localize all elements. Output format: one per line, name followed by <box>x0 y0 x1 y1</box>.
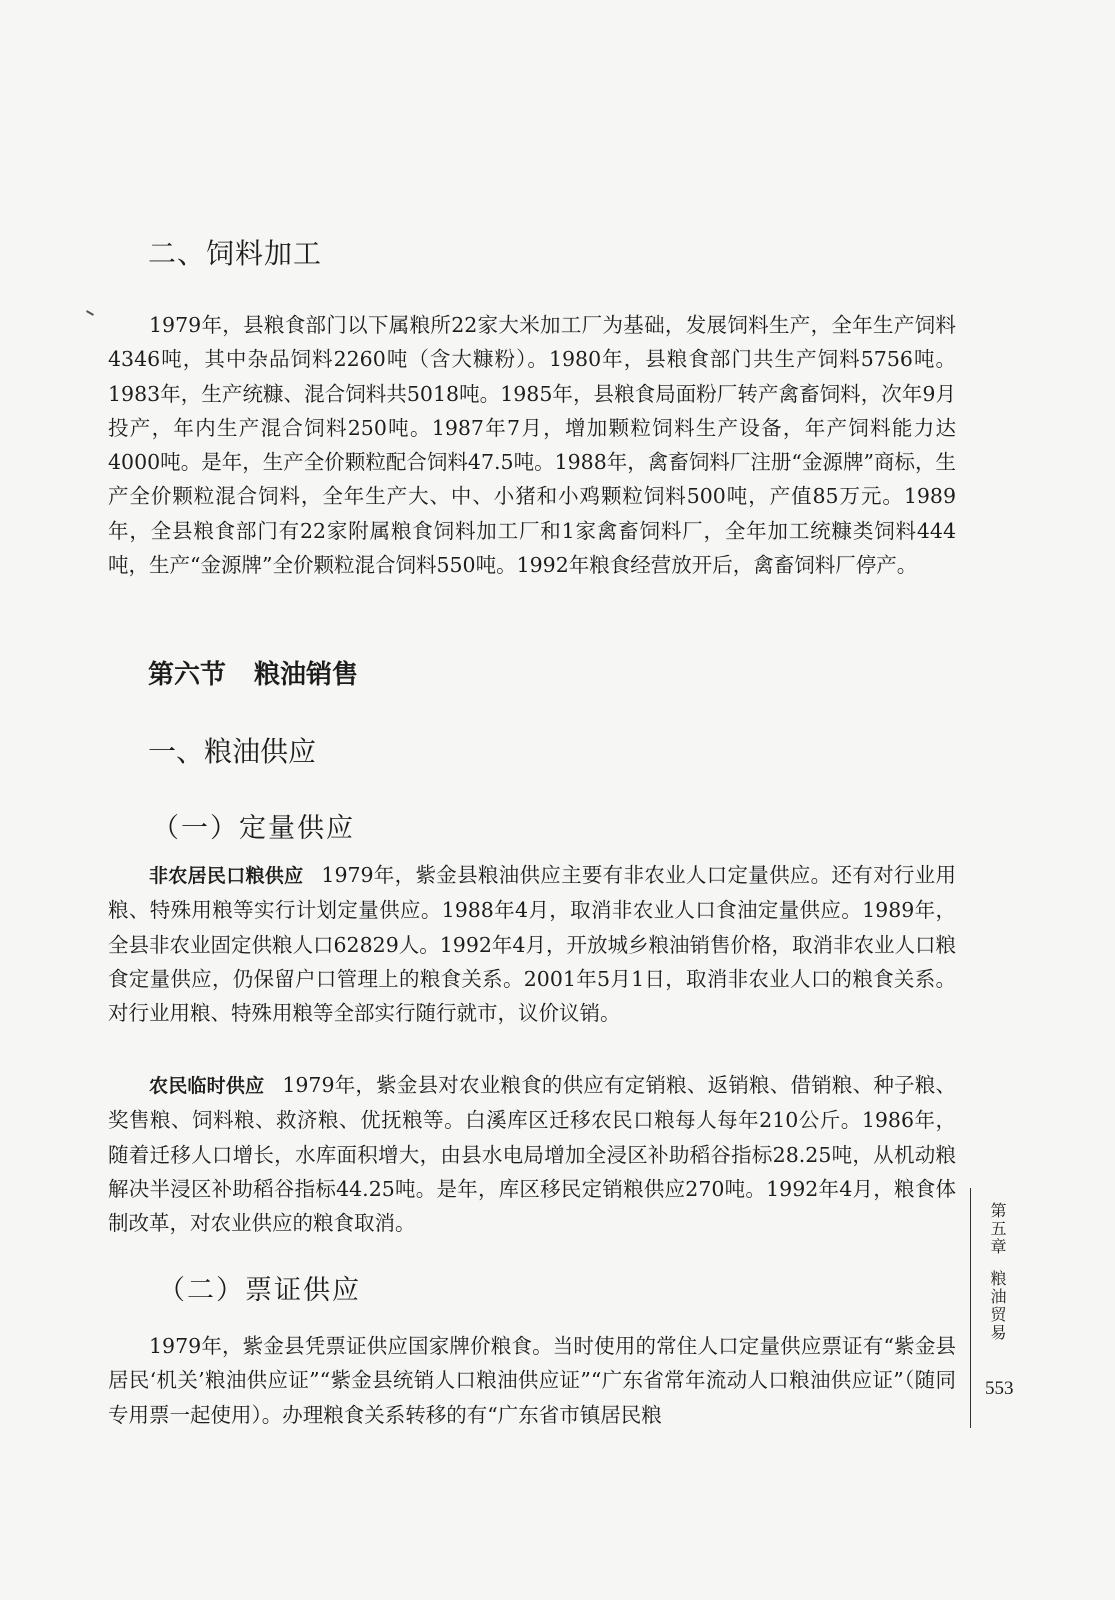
scan-mark <box>86 310 94 316</box>
chapter-number: 第五章 <box>988 1202 1007 1256</box>
paragraph-text: 1979年，紫金县对农业粮食的供应有定销粮、返销粮、借销粮、种子粮、奖售粮、饲料粮、救济粮、优抚粮等。白溪库区迁移农民口粮每人每年210公斤。1986年，随着迁移人口增长，水库面积增大，由县水电局增加全浸区补助稻谷指标28.25吨，从机动粮解决半浸区补助稻谷指标44.25吨。是年，库区移民定销粮供应270吨。1992年4月，粮食体制改革，对农业供应的粮食取消。 <box>108 1073 956 1236</box>
paragraph-farmer-supply <box>108 1068 956 1240</box>
paragraph-nonfarm-supply <box>108 858 956 1030</box>
paragraph-feed-processing: 1979年，县粮食部门以下属粮所22家大米加工厂为基础，发展饲料生产，全年生产饲料4346吨，其中杂品饲料2260吨（含大糠粉）。1980年，县粮食部门共生产饲料5756吨。1983年，生产统糠、混合饲料共5018吨。1985年，县粮食局面粉厂转产禽畜饲料，次年9月投产，年内生产混合饲料250吨。1987年7月，增加颗粒饲料生产设备，年产饲料能力达4000吨。是年，生产全价颗粒配合饲料47.5吨。1988年，禽畜饲料厂注册“金源牌”商标，生产全价颗粒混合饲料，全年生产大、中、小猪和小鸡颗粒饲料500吨，产值85万元。1989年，全县粮食部门有22家附属粮食饲料加工厂和1家禽畜饲料厂，全年加工统糠类饲料444吨，生产“金源牌”全价颗粒混合饲料550吨。1992年粮食经营放开后，禽畜饲料厂停产。 <box>108 313 956 578</box>
paragraph-text: 1979年，紫金县粮油供应主要有非农业人口定量供应。还有对行业用粮、特殊用粮等实行计划定量供应。1988年4月，取消非农业人口食油定量供应。1989年，全县非农业固定供粮人口62829人。1992年4月，开放城乡粮油销售价格，取消非农业人口粮食定量供应，仍保留户口管理上的粮食关系。2001年5月1日，取消非农业人口的粮食关系。对行业用粮、特殊用粮等全部实行随行就市，议价议销。 <box>108 863 956 1026</box>
section-heading <box>148 654 358 691</box>
section-name: 粮油销售 <box>254 660 359 690</box>
paragraph-lead: 非农居民口粮供应 <box>149 865 304 887</box>
subsection-title-supply: 一、粮油供应 <box>148 735 317 768</box>
page-number: 553 <box>985 1378 1014 1399</box>
paragraph-lead: 农民临时供应 <box>149 1075 265 1097</box>
chapter-sidebar <box>970 1188 1033 1428</box>
chapter-title: 粮油贸易 <box>988 1270 1007 1342</box>
chapter-label <box>987 1202 1007 1342</box>
section-number: 第六节 <box>148 660 227 690</box>
subsubsection-title-ticket: （二）票证供应 <box>158 1275 361 1306</box>
paragraph-ticket-supply: 1979年，紫金县凭票证供应国家牌价粮食。当时使用的常住人口定量供应票证有“紫金县居民‘机关’粮油供应证”“紫金县统销人口粮油供应证”“广东省常年流动人口粮油供应证”（随同专用票一起使用）。办理粮食关系转移的有“广东省市镇居民粮 <box>108 1334 956 1427</box>
section-title-feed-processing: 二、饲料加工 <box>148 237 323 270</box>
subsubsection-title-quota: （一）定量供应 <box>152 813 355 844</box>
